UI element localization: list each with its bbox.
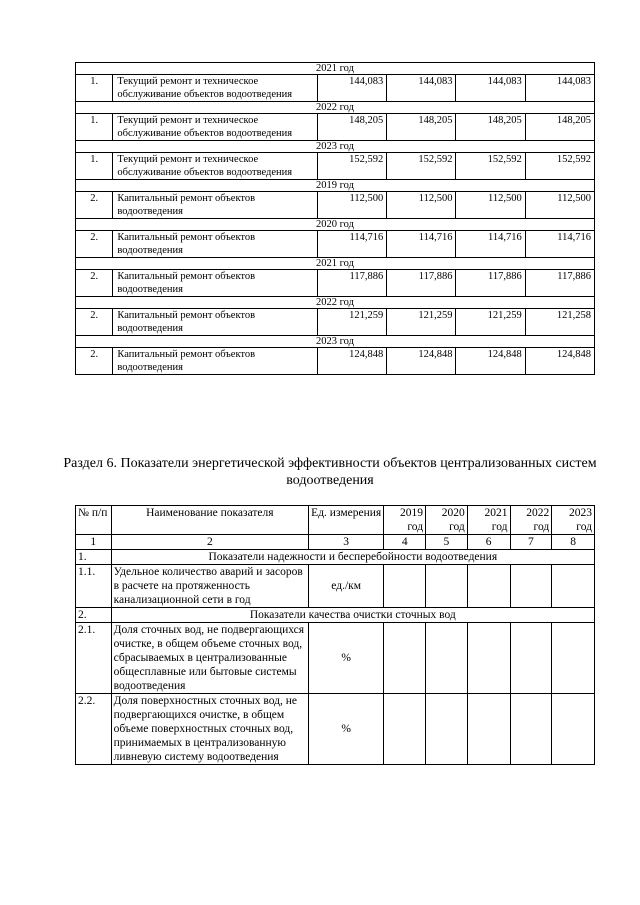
column-number: 7: [510, 535, 552, 550]
header-year: 2023 год: [552, 506, 595, 535]
empty-value-cell: [552, 694, 595, 765]
row-value: 112,500: [387, 192, 456, 219]
row-value: 117,886: [456, 270, 525, 297]
empty-value-cell: [467, 694, 510, 765]
row-name: Капитальный ремонт объектов водоотведения: [113, 270, 318, 297]
row-name: Капитальный ремонт объектов водоотведения: [113, 192, 318, 219]
row-value: 112,500: [456, 192, 525, 219]
row-name: Текущий ремонт и техническое обслуживание объектов водоотведения: [113, 114, 318, 141]
cost-table: [75, 62, 595, 375]
empty-value-cell: [467, 623, 510, 694]
column-number: 4: [384, 535, 426, 550]
year-label: 2019 год: [76, 180, 595, 192]
year-row: [76, 297, 595, 309]
empty-value-cell: [510, 565, 552, 608]
empty-value-cell: [510, 623, 552, 694]
row-value: 114,716: [317, 231, 386, 258]
row-name: Доля сточных вод, не подвергающихся очистке, в общем объеме сточных вод, сбрасываемых в централизованные общесплавные или бытовые системы водоотведения: [111, 623, 308, 694]
row-number: 1.: [76, 75, 113, 102]
row-value: 148,205: [525, 114, 594, 141]
empty-value-cell: [384, 565, 426, 608]
year-label: 2020 год: [76, 219, 595, 231]
table-row: [76, 348, 595, 375]
row-value: 117,886: [525, 270, 594, 297]
row-value: 124,848: [525, 348, 594, 375]
row-number: 2.2.: [76, 694, 112, 765]
table-row: [76, 75, 595, 102]
year-row: [76, 336, 595, 348]
header-name: Наименование показателя: [111, 506, 308, 535]
row-value: 144,083: [317, 75, 386, 102]
row-value: 114,716: [525, 231, 594, 258]
column-number: 3: [309, 535, 384, 550]
row-number: 2.: [76, 192, 113, 219]
table-row: [76, 694, 595, 765]
year-label: 2023 год: [76, 336, 595, 348]
year-row: [76, 141, 595, 153]
row-name: Текущий ремонт и техническое обслуживание объектов водоотведения: [113, 75, 318, 102]
group-title: Показатели качества очистки сточных вод: [111, 608, 594, 623]
row-value: 144,083: [387, 75, 456, 102]
row-number: 2.: [76, 348, 113, 375]
empty-value-cell: [552, 565, 595, 608]
row-value: 148,205: [317, 114, 386, 141]
row-value: 152,592: [525, 153, 594, 180]
column-number: 6: [467, 535, 510, 550]
row-name: Удельное количество аварий и засоров в расчете на протяженность канализационной сети в год: [111, 565, 308, 608]
column-number: 5: [426, 535, 468, 550]
group-number: 1.: [76, 550, 112, 565]
row-value: 152,592: [317, 153, 386, 180]
row-value: 144,083: [456, 75, 525, 102]
empty-value-cell: [384, 694, 426, 765]
year-row: [76, 102, 595, 114]
year-row: [76, 63, 595, 75]
indicators-table: [75, 505, 595, 765]
row-value: 121,258: [525, 309, 594, 336]
year-label: 2021 год: [76, 258, 595, 270]
table-row: [76, 192, 595, 219]
header-year: 2022 год: [510, 506, 552, 535]
column-number: 8: [552, 535, 595, 550]
row-value: 121,259: [317, 309, 386, 336]
row-value: 124,848: [456, 348, 525, 375]
empty-value-cell: [426, 694, 468, 765]
row-name: Капитальный ремонт объектов водоотведения: [113, 309, 318, 336]
year-row: [76, 258, 595, 270]
year-label: 2022 год: [76, 102, 595, 114]
year-row: [76, 219, 595, 231]
row-value: 112,500: [317, 192, 386, 219]
row-unit: %: [309, 694, 384, 765]
table-row: [76, 623, 595, 694]
row-name: Капитальный ремонт объектов водоотведения: [113, 231, 318, 258]
row-number: 2.: [76, 231, 113, 258]
row-name: Текущий ремонт и техническое обслуживание объектов водоотведения: [113, 153, 318, 180]
row-unit: ед./км: [309, 565, 384, 608]
header-year: 2021 год: [467, 506, 510, 535]
year-label: 2022 год: [76, 297, 595, 309]
row-value: 124,848: [317, 348, 386, 375]
row-number: 1.: [76, 114, 113, 141]
empty-value-cell: [510, 694, 552, 765]
row-number: 1.: [76, 153, 113, 180]
table-row: [76, 565, 595, 608]
header-unit: Ед. измерения: [309, 506, 384, 535]
row-value: 121,259: [456, 309, 525, 336]
row-value: 121,259: [387, 309, 456, 336]
row-number: 2.1.: [76, 623, 112, 694]
header-year: 2020 год: [426, 506, 468, 535]
row-number: 2.: [76, 270, 113, 297]
row-value: 114,716: [387, 231, 456, 258]
row-value: 148,205: [456, 114, 525, 141]
row-value: 117,886: [387, 270, 456, 297]
empty-value-cell: [426, 565, 468, 608]
group-title: Показатели надежности и бесперебойности водоотведения: [111, 550, 594, 565]
empty-value-cell: [426, 623, 468, 694]
row-value: 117,886: [317, 270, 386, 297]
row-name: Доля поверхностных сточных вод, не подвергающихся очистке, в общем объеме поверхностных сточных вод, принимаемых в централизованную ливневую систему водоотведения: [111, 694, 308, 765]
row-value: 152,592: [456, 153, 525, 180]
group-number: 2.: [76, 608, 112, 623]
year-label: 2023 год: [76, 141, 595, 153]
row-value: 112,500: [525, 192, 594, 219]
table-row: [76, 114, 595, 141]
year-label: 2021 год: [76, 63, 595, 75]
empty-value-cell: [467, 565, 510, 608]
header-year: 2019 год: [384, 506, 426, 535]
column-number-row: [76, 535, 595, 550]
header-num: № п/п: [76, 506, 112, 535]
section-title: Раздел 6. Показатели энергетической эффективности объектов централизованных систем водоотведения: [63, 456, 597, 488]
empty-value-cell: [552, 623, 595, 694]
row-value: 124,848: [387, 348, 456, 375]
group-row: [76, 608, 595, 623]
table-row: [76, 231, 595, 258]
row-value: 114,716: [456, 231, 525, 258]
column-number: 2: [111, 535, 308, 550]
row-name: Капитальный ремонт объектов водоотведения: [113, 348, 318, 375]
empty-value-cell: [384, 623, 426, 694]
row-value: 148,205: [387, 114, 456, 141]
row-number: 1.1.: [76, 565, 112, 608]
header-row: [76, 506, 595, 535]
year-row: [76, 180, 595, 192]
group-row: [76, 550, 595, 565]
row-value: 152,592: [387, 153, 456, 180]
row-number: 2.: [76, 309, 113, 336]
table-row: [76, 309, 595, 336]
row-unit: %: [309, 623, 384, 694]
table-row: [76, 153, 595, 180]
column-number: 1: [76, 535, 112, 550]
table-row: [76, 270, 595, 297]
row-value: 144,083: [525, 75, 594, 102]
